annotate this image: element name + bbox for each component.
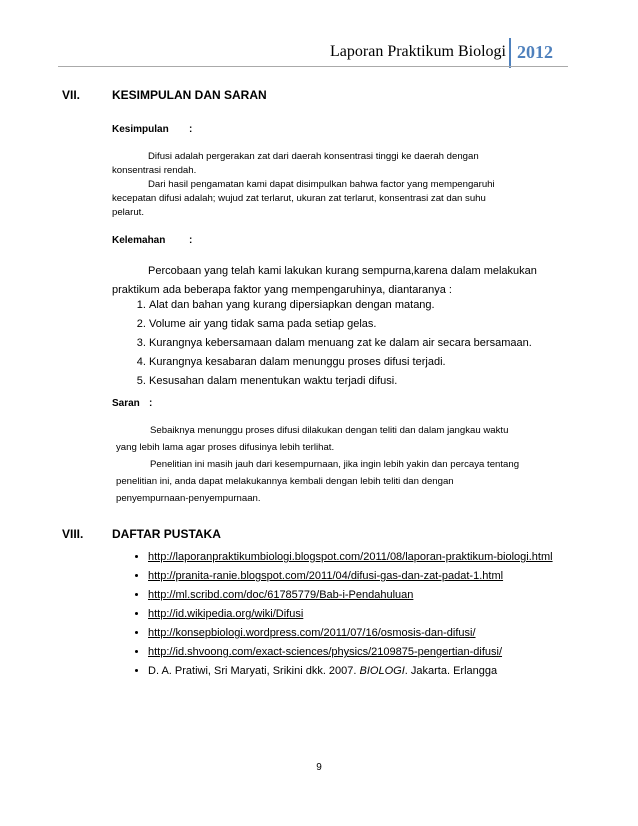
saran-line: Sebaiknya menunggu proses difusi dilakukan dengan teliti dan dalam jangkau waktu (150, 425, 509, 436)
reference-link[interactable]: http://konsepbiologi.wordpress.com/2011/07/16/osmosis-dan-difusi/ (148, 627, 476, 639)
kelemahan-label: Kelemahan (112, 235, 166, 246)
reference-link[interactable]: http://id.shvoong.com/exact-sciences/physics/2109875-pengertian-difusi/ (148, 646, 503, 658)
saran-line: penelitian ini, anda dapat melakukannya kembali dengan lebih teliti dan dengan (116, 476, 454, 487)
kesimpulan-colon: : (189, 124, 193, 135)
kelemahan-line: praktikum ada beberapa faktor yang mempengaruhinya, diantaranya : (112, 284, 452, 296)
list-item: 4. Kurangnya kesabaran dalam menunggu proses difusi terjadi. (149, 353, 609, 372)
book-reference-prefix: D. A. Pratiwi, Sri Maryati, Srikini dkk. 2007. (148, 665, 360, 677)
kelemahan-intro (112, 262, 592, 300)
list-item: 2. Volume air yang tidak sama pada setiap gelas. (149, 315, 609, 334)
kesimpulan-line: pelarut. (112, 207, 144, 218)
section-viii-number: VIII. (62, 527, 84, 541)
list-item (148, 586, 578, 605)
kesimpulan-line: konsentrasi rendah. (112, 165, 197, 176)
reference-link[interactable]: http://ml.scribd.com/doc/61785779/Bab-i-Pendahuluan (148, 589, 414, 601)
section-vii-title: KESIMPULAN DAN SARAN (112, 88, 267, 102)
kelemahan-line: Percobaan yang telah kami lakukan kurang sempurna,karena dalam melakukan (148, 265, 537, 277)
header-title: Laporan Praktikum Biologi (330, 43, 506, 60)
list-item: 3. Kurangnya kebersamaan dalam menuang zat ke dalam air secara bersamaan. (149, 334, 609, 353)
section-viii-title: DAFTAR PUSTAKA (112, 527, 221, 541)
list-item (148, 624, 578, 643)
list-item (148, 548, 578, 567)
reference-link[interactable]: http://laporanpraktikumbiologi.blogspot.com/2011/08/laporan-praktikum-biologi.html (148, 551, 553, 563)
saran-colon: : (149, 398, 153, 409)
kesimpulan-line: kecepatan difusi adalah; wujud zat terlarut, ukuran zat terlarut, konsentrasi zat dan suhu (112, 193, 486, 204)
saran-line: yang lebih lama agar proses difusinya lebih terlihat. (116, 442, 335, 453)
kesimpulan-text (112, 150, 582, 220)
list-item (148, 567, 578, 586)
saran-label: Saran (112, 398, 140, 409)
kelemahan-list (131, 296, 609, 391)
saran-line: Penelitian ini masih jauh dari kesempurnaan, jika ingin lebih yakin dan percaya tentang (150, 459, 520, 470)
header-year: 2012 (517, 42, 553, 62)
list-item (148, 605, 578, 624)
kesimpulan-line: Dari hasil pengamatan kami dapat disimpulkan bahwa factor yang mempengaruhi (148, 179, 495, 190)
list-item: 5. Kesusahan dalam menentukan waktu terjadi difusi. (149, 372, 609, 391)
list-item (148, 662, 578, 681)
reference-link[interactable]: http://id.wikipedia.org/wiki/Difusi (148, 608, 304, 620)
saran-text (116, 424, 586, 506)
page-number: 9 (316, 762, 322, 773)
header-divider (509, 38, 511, 68)
kesimpulan-label: Kesimpulan (112, 124, 169, 135)
header-rule (58, 66, 568, 67)
kesimpulan-line: Difusi adalah pergerakan zat dari daerah konsentrasi tinggi ke daerah dengan (148, 151, 479, 162)
reference-link[interactable]: http://pranita-ranie.blogspot.com/2011/04/difusi-gas-dan-zat-padat-1.html (148, 570, 504, 582)
kelemahan-colon: : (189, 235, 193, 246)
section-vii-number: VII. (62, 88, 81, 102)
page-header (0, 38, 638, 68)
reference-list (128, 548, 578, 681)
book-reference-title: BIOLOGI (359, 665, 405, 677)
list-item: 1. Alat dan bahan yang kurang dipersiapkan dengan matang. (149, 296, 609, 315)
list-item (148, 643, 578, 662)
book-reference-suffix: . Jakarta. Erlangga (404, 665, 498, 677)
saran-line: penyempurnaan-penyempurnaan. (116, 493, 261, 504)
